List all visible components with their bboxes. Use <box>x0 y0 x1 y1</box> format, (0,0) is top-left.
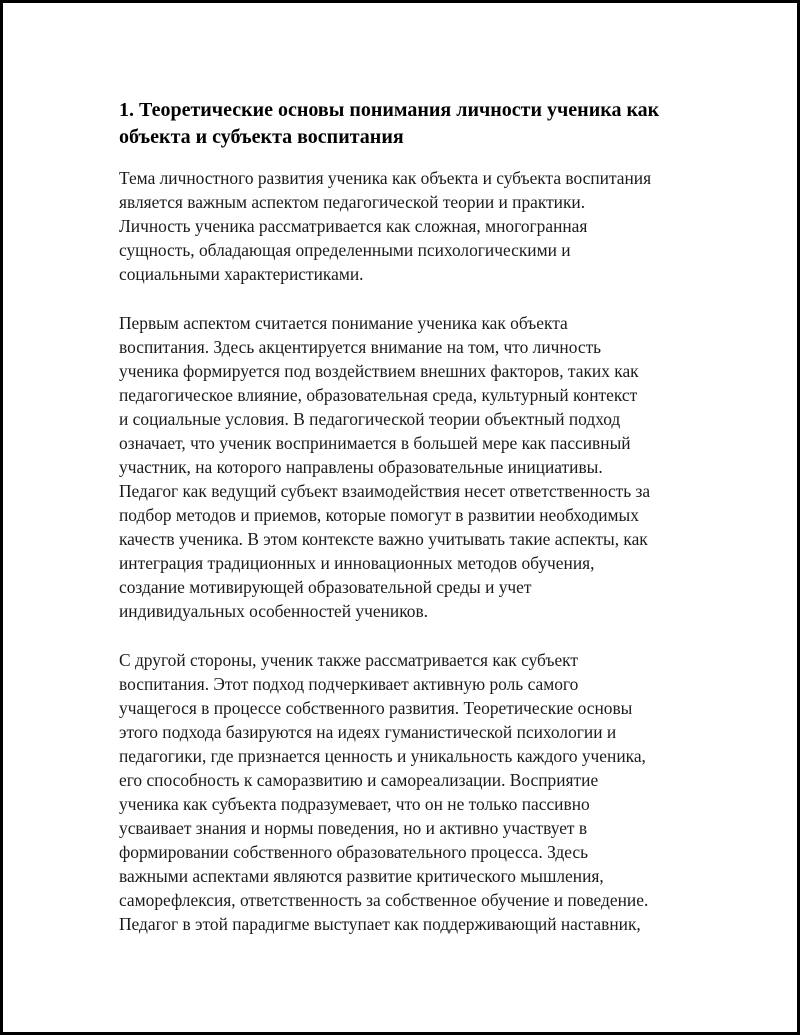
paragraph-intro: Тема личностного развития ученика как объекта и субъекта воспитания является важным аспектом педагогической теории и практики. Личность ученика рассматривается как сложная, многогранная сущность, обладающая определенными психологическими и социальными характеристиками. <box>119 168 652 284</box>
paragraph-object-approach: Первым аспектом считается понимание ученика как объекта воспитания. Здесь акцентируется внимание на том, что личность ученика формируется под воздействием внешних факторов, таких как педагогическое влияние, образовательная среда, культурный контекст и социальные условия. В педагогической теории объектный подход означает, что ученик воспринимается в большей мере как пассивный участник, на которого направлены образовательные инициативы. Педагог как ведущий субъект взаимодействия несет ответственность за подбор методов и приемов, которые помогут в развитии необходимых качеств ученика. В этом контексте важно учитывать такие аспекты, как интеграция традиционных и инновационных методов обучения, создание мотивирующей образовательной среды и учет индивидуальных особенностей учеников. <box>119 313 651 621</box>
document-body <box>119 97 691 936</box>
section-heading: 1. Теоретические основы понимания личности ученика как объекта и субъекта воспитания <box>119 99 660 148</box>
paragraph-subject-approach: С другой стороны, ученик также рассматривается как субъект воспитания. Этот подход подчеркивает активную роль самого учащегося в процессе собственного развития. Теоретические основы этого подхода базируются на идеях гуманистической психологии и педагогики, где признается ценность и уникальность каждого ученика, его способность к саморазвитию и самореализации. Восприятие ученика как субъекта подразумевает, что он не только пассивно усваивает знания и нормы поведения, но и активно участвует в формировании собственного образовательного процесса. Здесь важными аспектами являются развитие критического мышления, саморефлексия, ответственность за собственное обучение и поведение. Педагог в этой парадигме выступает как поддерживающий наставник, <box>119 650 649 934</box>
